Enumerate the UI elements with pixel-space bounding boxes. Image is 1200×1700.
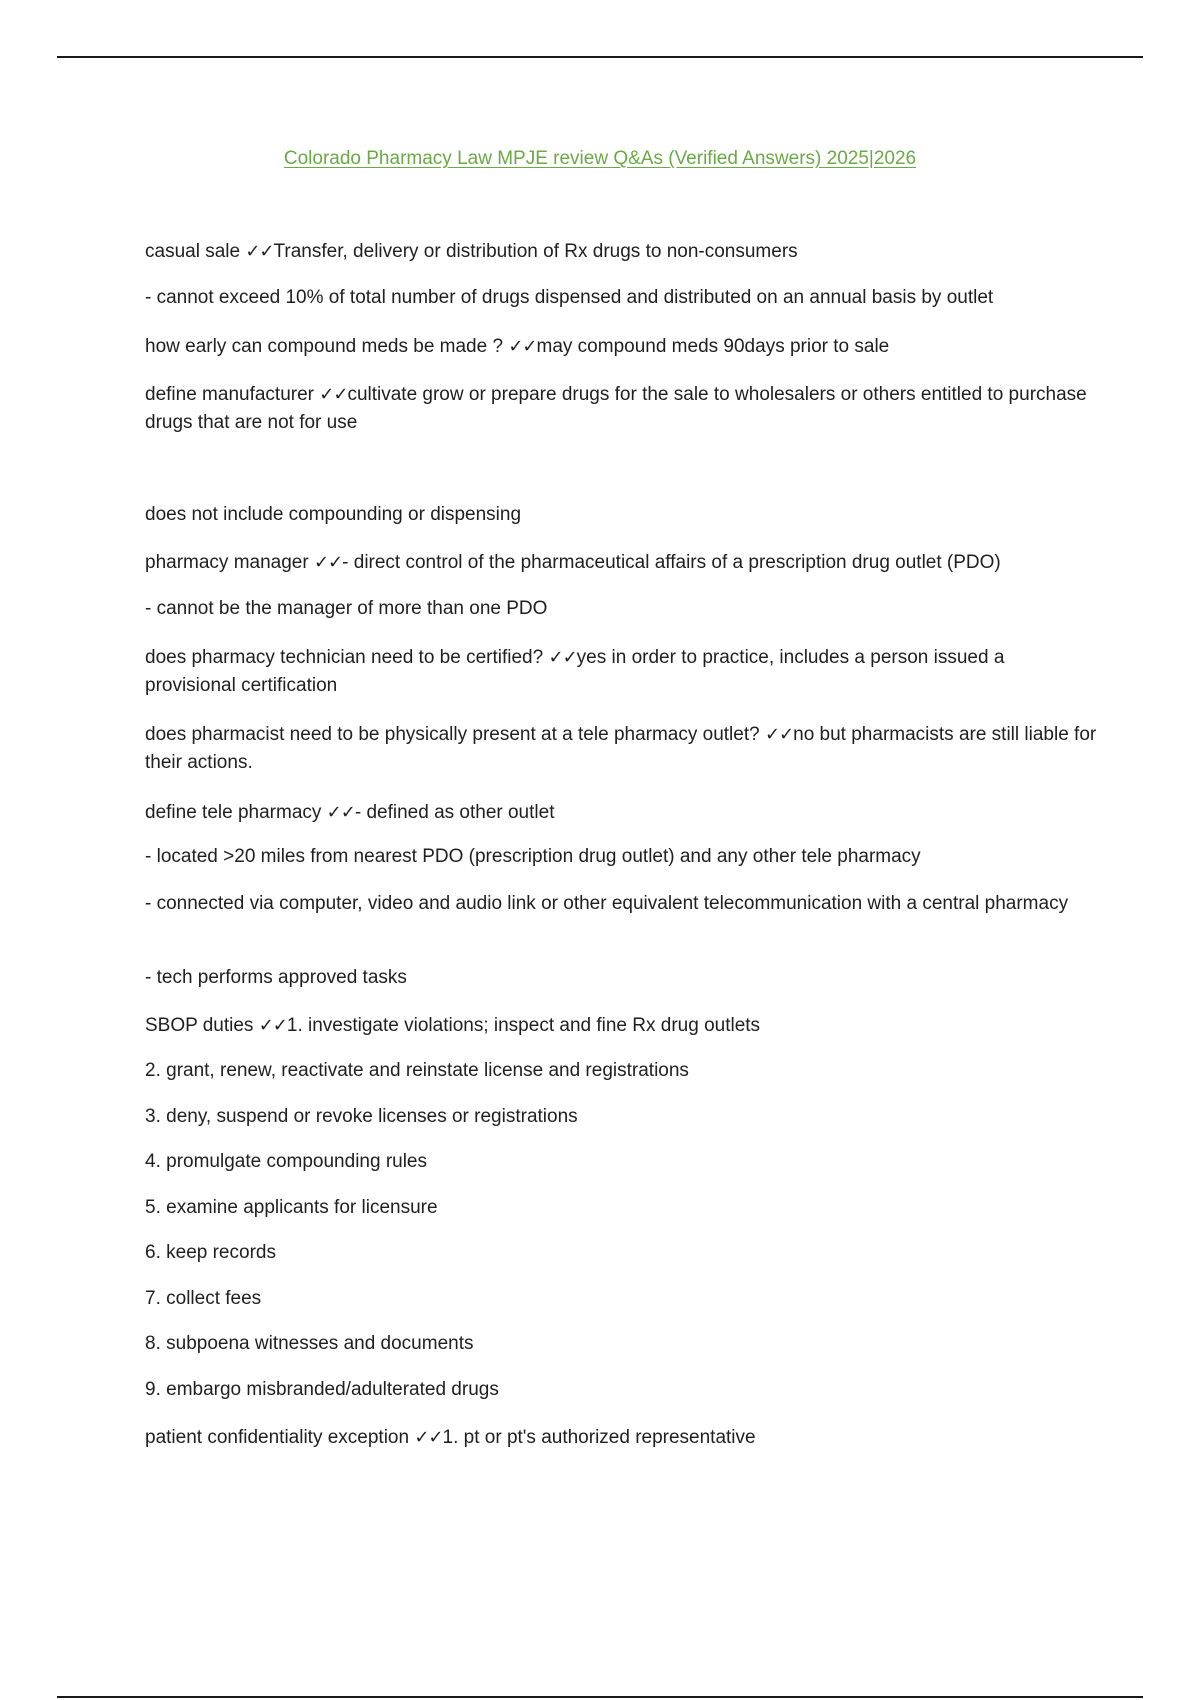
check-mark-icon: ✓✓ bbox=[245, 241, 274, 262]
check-mark-icon: ✓✓ bbox=[548, 647, 577, 668]
qa-text: 7. collect fees bbox=[145, 1288, 262, 1309]
qa-text: - located >20 miles from nearest PDO (prescription drug outlet) and any other tele pharmacy bbox=[145, 846, 921, 867]
check-mark-icon: ✓✓ bbox=[764, 724, 794, 745]
qa-text: 5. examine applicants for licensure bbox=[145, 1197, 438, 1218]
qa-term: pharmacy manager bbox=[145, 552, 314, 573]
qa-continuation bbox=[145, 1285, 1100, 1313]
qa-continuation bbox=[145, 1148, 1100, 1176]
bottom-rule bbox=[57, 1696, 1143, 1698]
qa-continuation bbox=[145, 1057, 1100, 1085]
qa-entry bbox=[145, 1424, 1100, 1452]
qa-continuation bbox=[145, 1239, 1100, 1267]
qa-text: 9. embargo misbranded/adulterated drugs bbox=[145, 1379, 499, 1400]
qa-text: 3. deny, suspend or revoke licenses or registrations bbox=[145, 1106, 578, 1127]
qa-text: 8. subpoena witnesses and documents bbox=[145, 1333, 474, 1354]
qa-answer: - direct control of the pharmaceutical affairs of a prescription drug outlet (PDO) bbox=[342, 552, 1001, 573]
qa-continuation bbox=[145, 1330, 1100, 1358]
qa-continuation bbox=[145, 964, 1100, 992]
qa-answer: - defined as other outlet bbox=[354, 802, 555, 823]
qa-answer: Transfer, delivery or distribution of Rx drugs to non-consumers bbox=[273, 241, 798, 262]
qa-answer: no but pharmacists are still liable for their actions. bbox=[145, 724, 1097, 773]
qa-continuation bbox=[145, 843, 1100, 871]
qa-entry bbox=[145, 799, 1100, 827]
qa-entry bbox=[145, 333, 1100, 361]
qa-continuation bbox=[145, 890, 1100, 918]
qa-text: 2. grant, renew, reactivate and reinstate license and registrations bbox=[145, 1060, 689, 1081]
qa-continuation bbox=[145, 284, 1100, 312]
check-mark-icon: ✓✓ bbox=[508, 336, 537, 357]
qa-continuation bbox=[145, 501, 1100, 529]
document-title-text: Colorado Pharmacy Law MPJE review Q&As (Verified Answers) 2025|2026 bbox=[283, 148, 917, 169]
qa-text: - cannot exceed 10% of total number of drugs dispensed and distributed on an annual basis by outlet bbox=[145, 287, 994, 308]
qa-entry bbox=[145, 644, 1100, 700]
qa-continuation bbox=[145, 1376, 1100, 1404]
qa-entry bbox=[145, 721, 1100, 777]
qa-term: casual sale bbox=[145, 241, 246, 262]
check-mark-icon: ✓✓ bbox=[313, 552, 343, 573]
qa-text: - tech performs approved tasks bbox=[145, 967, 407, 988]
qa-entry bbox=[145, 238, 1100, 266]
qa-text: 6. keep records bbox=[145, 1242, 276, 1263]
qa-text: 4. promulgate compounding rules bbox=[145, 1151, 428, 1172]
qa-continuation bbox=[145, 1194, 1100, 1222]
qa-term: patient confidentiality exception bbox=[145, 1427, 415, 1448]
qa-text: does not include compounding or dispensing bbox=[145, 504, 522, 525]
document-title bbox=[0, 146, 1200, 172]
qa-text: - connected via computer, video and audio link or other equivalent telecommunication with a central pharmacy bbox=[145, 893, 1069, 914]
qa-term: define manufacturer bbox=[145, 384, 320, 405]
qa-term: define tele pharmacy bbox=[145, 802, 327, 823]
qa-answer: 1. investigate violations; inspect and fine Rx drug outlets bbox=[286, 1015, 761, 1036]
qa-answer: 1. pt or pt's authorized representative bbox=[442, 1427, 756, 1448]
qa-entry bbox=[145, 549, 1100, 577]
qa-answer: may compound meds 90days prior to sale bbox=[536, 336, 890, 357]
check-mark-icon: ✓✓ bbox=[319, 384, 348, 405]
qa-text: - cannot be the manager of more than one PDO bbox=[145, 598, 548, 619]
qa-entry bbox=[145, 1012, 1100, 1040]
qa-term: does pharmacy technician need to be certified? bbox=[145, 647, 549, 668]
check-mark-icon: ✓✓ bbox=[326, 802, 355, 823]
qa-term: SBOP duties bbox=[145, 1015, 259, 1036]
qa-entry bbox=[145, 381, 1100, 437]
qa-term: does pharmacist need to be physically present at a tele pharmacy outlet? bbox=[145, 724, 765, 745]
top-rule bbox=[57, 56, 1143, 58]
qa-answer: yes in order to practice, includes a person issued a provisional certification bbox=[145, 647, 1005, 696]
qa-answer: cultivate grow or prepare drugs for the sale to wholesalers or others entitled to purchase drugs that are not for use bbox=[145, 384, 1087, 433]
qa-term: how early can compound meds be made ? bbox=[145, 336, 509, 357]
qa-continuation bbox=[145, 595, 1100, 623]
check-mark-icon: ✓✓ bbox=[414, 1427, 443, 1448]
check-mark-icon: ✓✓ bbox=[258, 1015, 287, 1036]
qa-continuation bbox=[145, 1103, 1100, 1131]
